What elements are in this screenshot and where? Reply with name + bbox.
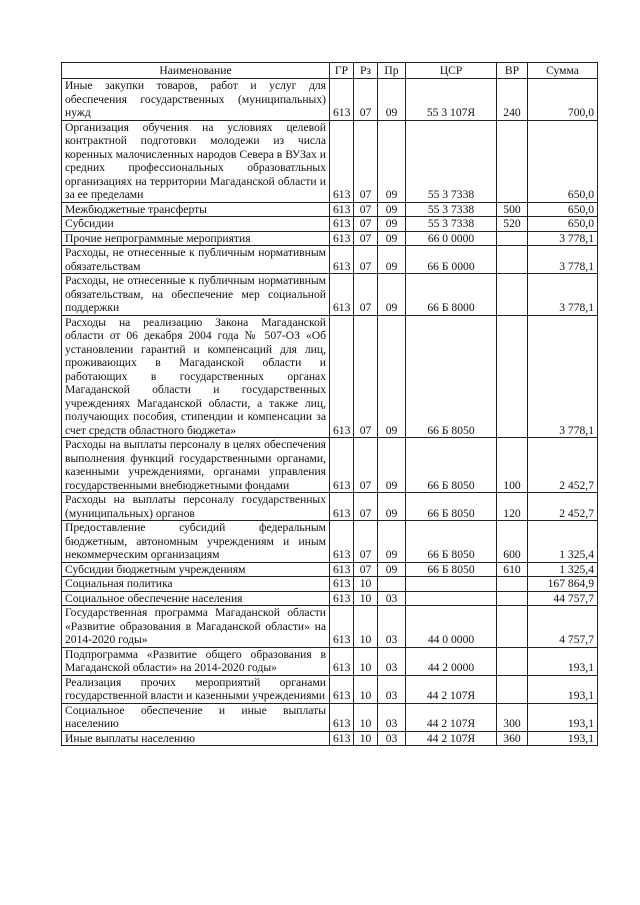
cell-rz: 07 xyxy=(354,246,378,274)
cell-csr: 66 Б 8050 xyxy=(406,438,497,493)
cell-sum: 650,0 xyxy=(528,120,598,202)
table-header xyxy=(62,63,598,79)
cell-csr xyxy=(406,577,497,592)
cell-sum: 650,0 xyxy=(528,217,598,232)
cell-pr: 09 xyxy=(378,231,406,246)
cell-gr: 613 xyxy=(330,120,354,202)
cell-name: Реализация прочих мероприятий органами государственной власти и казенными учреждениями xyxy=(62,675,330,703)
cell-gr: 613 xyxy=(330,731,354,746)
table-row xyxy=(62,675,598,703)
cell-gr: 613 xyxy=(330,521,354,563)
cell-rz: 07 xyxy=(354,438,378,493)
cell-sum: 650,0 xyxy=(528,202,598,217)
table-row xyxy=(62,493,598,521)
cell-rz: 10 xyxy=(354,731,378,746)
cell-csr: 44 2 107Я xyxy=(406,675,497,703)
cell-rz: 10 xyxy=(354,606,378,648)
cell-name: Субсидии бюджетным учреждениям xyxy=(62,562,330,577)
cell-sum: 3 778,1 xyxy=(528,231,598,246)
cell-rz: 07 xyxy=(354,493,378,521)
cell-rz: 07 xyxy=(354,79,378,121)
cell-sum: 193,1 xyxy=(528,675,598,703)
cell-gr: 613 xyxy=(330,217,354,232)
cell-csr: 66 Б 8050 xyxy=(406,562,497,577)
cell-name: Подпрограмма «Развитие общего образования в Магаданской области» на 2014-2020 годы» xyxy=(62,647,330,675)
cell-vr: 120 xyxy=(497,493,528,521)
table-row xyxy=(62,120,598,202)
header-row xyxy=(62,63,598,79)
cell-pr: 09 xyxy=(378,246,406,274)
table-row xyxy=(62,521,598,563)
cell-name: Государственная программа Магаданской области «Развитие образования в Магаданской области» на 2014-2020 годы» xyxy=(62,606,330,648)
cell-csr: 66 Б 8050 xyxy=(406,493,497,521)
cell-gr: 613 xyxy=(330,577,354,592)
cell-name: Прочие непрограммные мероприятия xyxy=(62,231,330,246)
cell-vr xyxy=(497,246,528,274)
table-row xyxy=(62,577,598,592)
cell-gr: 613 xyxy=(330,438,354,493)
cell-gr: 613 xyxy=(330,79,354,121)
cell-name: Субсидии xyxy=(62,217,330,232)
cell-rz: 07 xyxy=(354,562,378,577)
cell-rz: 10 xyxy=(354,577,378,592)
cell-vr xyxy=(497,231,528,246)
cell-pr: 09 xyxy=(378,217,406,232)
table-row xyxy=(62,703,598,731)
cell-name: Социальное обеспечение и иные выплаты населению xyxy=(62,703,330,731)
table-row xyxy=(62,647,598,675)
cell-gr: 613 xyxy=(330,647,354,675)
cell-gr: 613 xyxy=(330,246,354,274)
table-body xyxy=(62,79,598,746)
cell-gr: 613 xyxy=(330,493,354,521)
cell-vr xyxy=(497,274,528,316)
header-rz: Рз xyxy=(354,63,378,79)
cell-pr: 09 xyxy=(378,493,406,521)
cell-pr: 09 xyxy=(378,274,406,316)
cell-csr: 66 0 0000 xyxy=(406,231,497,246)
cell-vr: 240 xyxy=(497,79,528,121)
cell-csr: 44 2 0000 xyxy=(406,647,497,675)
cell-name: Расходы, не отнесенные к публичным нормативным обязательствам xyxy=(62,246,330,274)
cell-name: Социальное обеспечение населения xyxy=(62,591,330,606)
cell-sum: 193,1 xyxy=(528,731,598,746)
cell-vr: 300 xyxy=(497,703,528,731)
cell-pr: 03 xyxy=(378,606,406,648)
header-vr: ВР xyxy=(497,63,528,79)
cell-sum: 167 864,9 xyxy=(528,577,598,592)
table-row xyxy=(62,246,598,274)
cell-name: Расходы, не отнесенные к публичным нормативным обязательствам, на обеспечение мер социальной поддержки xyxy=(62,274,330,316)
cell-vr: 610 xyxy=(497,562,528,577)
table-row xyxy=(62,731,598,746)
header-sum: Сумма xyxy=(528,63,598,79)
header-csr: ЦСР xyxy=(406,63,497,79)
cell-pr: 03 xyxy=(378,731,406,746)
table-row xyxy=(62,315,598,438)
cell-name: Расходы на выплаты персоналу государственных (муниципальных) органов xyxy=(62,493,330,521)
cell-csr: 66 Б 8050 xyxy=(406,521,497,563)
cell-rz: 07 xyxy=(354,202,378,217)
cell-csr: 55 3 7338 xyxy=(406,217,497,232)
cell-pr: 09 xyxy=(378,315,406,438)
table-row xyxy=(62,79,598,121)
cell-gr: 613 xyxy=(330,231,354,246)
cell-vr: 520 xyxy=(497,217,528,232)
cell-csr: 66 Б 8000 xyxy=(406,274,497,316)
cell-name: Социальная политика xyxy=(62,577,330,592)
cell-csr: 66 Б 0000 xyxy=(406,246,497,274)
cell-name: Иные закупки товаров, работ и услуг для обеспечения государственных (муниципальных) нужд xyxy=(62,79,330,121)
cell-sum: 3 778,1 xyxy=(528,315,598,438)
cell-rz: 07 xyxy=(354,521,378,563)
table-row xyxy=(62,217,598,232)
table-row xyxy=(62,202,598,217)
cell-sum: 4 757,7 xyxy=(528,606,598,648)
cell-rz: 10 xyxy=(354,591,378,606)
cell-vr: 600 xyxy=(497,521,528,563)
cell-vr xyxy=(497,675,528,703)
cell-csr: 55 3 107Я xyxy=(406,79,497,121)
cell-pr: 03 xyxy=(378,675,406,703)
cell-pr: 09 xyxy=(378,438,406,493)
cell-sum: 2 452,7 xyxy=(528,493,598,521)
cell-vr xyxy=(497,315,528,438)
table-row xyxy=(62,438,598,493)
cell-sum: 1 325,4 xyxy=(528,521,598,563)
cell-pr xyxy=(378,577,406,592)
cell-vr xyxy=(497,577,528,592)
cell-sum: 193,1 xyxy=(528,703,598,731)
cell-rz: 10 xyxy=(354,703,378,731)
cell-sum: 3 778,1 xyxy=(528,274,598,316)
cell-name: Расходы на выплаты персоналу в целях обеспечения выполнения функций государственными органами, казенными учреждениями, органами управления государственными внебюджетными фондами xyxy=(62,438,330,493)
cell-rz: 07 xyxy=(354,217,378,232)
cell-sum: 44 757,7 xyxy=(528,591,598,606)
cell-sum: 3 778,1 xyxy=(528,246,598,274)
cell-pr: 03 xyxy=(378,591,406,606)
cell-gr: 613 xyxy=(330,562,354,577)
table-row xyxy=(62,274,598,316)
cell-csr xyxy=(406,591,497,606)
cell-name: Межбюджетные трансферты xyxy=(62,202,330,217)
cell-csr: 44 2 107Я xyxy=(406,703,497,731)
cell-name: Организация обучения на условиях целевой контрактной подготовки молодежи из числа коренных малочисленных народов Севера в ВУЗах и средних профессиональных образоватльных организациях на территории Магаданской области и за ее пределами xyxy=(62,120,330,202)
header-gr: ГР xyxy=(330,63,354,79)
cell-sum: 193,1 xyxy=(528,647,598,675)
cell-gr: 613 xyxy=(330,675,354,703)
cell-vr: 360 xyxy=(497,731,528,746)
table-row xyxy=(62,606,598,648)
cell-rz: 10 xyxy=(354,647,378,675)
cell-vr: 500 xyxy=(497,202,528,217)
cell-pr: 03 xyxy=(378,647,406,675)
cell-vr xyxy=(497,647,528,675)
cell-rz: 07 xyxy=(354,231,378,246)
cell-pr: 09 xyxy=(378,521,406,563)
cell-sum: 2 452,7 xyxy=(528,438,598,493)
cell-vr xyxy=(497,120,528,202)
cell-pr: 03 xyxy=(378,703,406,731)
cell-csr: 44 0 0000 xyxy=(406,606,497,648)
cell-name: Предоставление субсидий федеральным бюджетным, автономным учреждениям и иным некоммерческим организациям xyxy=(62,521,330,563)
table-row xyxy=(62,562,598,577)
cell-vr xyxy=(497,606,528,648)
header-pr: Пр xyxy=(378,63,406,79)
cell-gr: 613 xyxy=(330,274,354,316)
cell-csr: 66 Б 8050 xyxy=(406,315,497,438)
budget-table xyxy=(61,62,598,746)
table-row xyxy=(62,231,598,246)
cell-vr xyxy=(497,591,528,606)
cell-pr: 09 xyxy=(378,562,406,577)
cell-csr: 44 2 107Я xyxy=(406,731,497,746)
cell-rz: 07 xyxy=(354,120,378,202)
cell-name: Расходы на реализацию Закона Магаданской области от 06 декабря 2004 года № 507-ОЗ «Об установлении гарантий и компенсаций для лиц, проживающих в Магаданской области и работающих в государственных органах Магаданской области и государственных учреждениях Магаданской области, а также лиц, получающих пособия, стипендии и компенсации за счет средств областного бюджета» xyxy=(62,315,330,438)
cell-gr: 613 xyxy=(330,703,354,731)
cell-gr: 613 xyxy=(330,202,354,217)
cell-sum: 1 325,4 xyxy=(528,562,598,577)
cell-pr: 09 xyxy=(378,79,406,121)
cell-rz: 07 xyxy=(354,274,378,316)
cell-gr: 613 xyxy=(330,606,354,648)
cell-name: Иные выплаты населению xyxy=(62,731,330,746)
cell-gr: 613 xyxy=(330,591,354,606)
cell-gr: 613 xyxy=(330,315,354,438)
cell-pr: 09 xyxy=(378,202,406,217)
table-row xyxy=(62,591,598,606)
cell-rz: 07 xyxy=(354,315,378,438)
cell-csr: 55 3 7338 xyxy=(406,120,497,202)
cell-sum: 700,0 xyxy=(528,79,598,121)
cell-pr: 09 xyxy=(378,120,406,202)
cell-csr: 55 3 7338 xyxy=(406,202,497,217)
cell-rz: 10 xyxy=(354,675,378,703)
header-name: Наименование xyxy=(62,63,330,79)
cell-vr: 100 xyxy=(497,438,528,493)
